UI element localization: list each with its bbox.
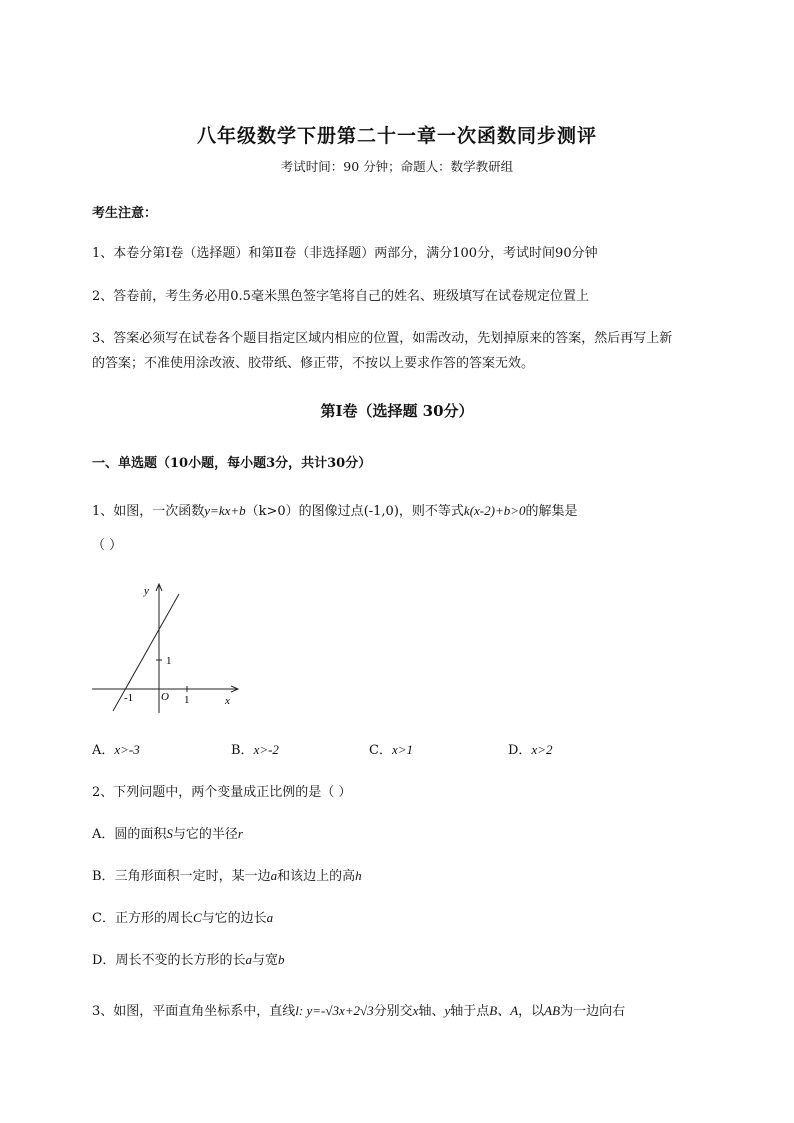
x-axis-label: x <box>225 695 230 707</box>
option-a: A．圆的面积S与它的半径r <box>92 826 243 842</box>
answer-paren: （ ） <box>92 538 123 553</box>
option-d: D．x>2 <box>508 742 553 758</box>
origin-label: O <box>161 691 169 703</box>
notice-item: 的答案；不准使用涂改液、胶带纸、修正带，不按以上要求作答的答案无效。 <box>92 356 535 371</box>
x-tick-label: 1 <box>184 694 190 706</box>
option-c: C．正方形的周长C与它的边长a <box>92 910 274 926</box>
notice-item: 1、本卷分第Ⅰ卷（选择题）和第Ⅱ卷（非选择题）两部分，满分100分，考试时间90分钟 <box>92 246 598 261</box>
part-heading: 一、单选题（10小题，每小题3分，共计30分） <box>92 456 372 471</box>
function-line <box>113 594 179 711</box>
question-3-stem: 3、如图，平面直角坐标系中，直线l: y=-√3x+2√3分别交x轴、y轴于点B、A，以AB为一边向右 <box>92 1003 626 1019</box>
option-a: A．x>-3 <box>92 742 140 758</box>
option-c: C．x>1 <box>369 742 413 758</box>
y-axis-label: y <box>144 585 149 597</box>
question-1-stem: 1、如图，一次函数y=kx+b（k>0）的图像过点(-1,0)，则不等式k(x-2)+b>0的解集是 <box>92 503 578 519</box>
option-b: B．x>-2 <box>231 742 279 758</box>
option-d: D．周长不变的长方形的长a与宽b <box>92 952 285 968</box>
notice-heading: 考生注意： <box>92 206 158 221</box>
x-tick-label-negative: -1 <box>124 692 134 704</box>
notice-item: 3、答案必须写在试卷各个题目指定区域内相应的位置，如需改动，先划掉原来的答案，然后再写上新 <box>92 331 673 346</box>
exam-info: 考试时间：90 分钟；命题人：数学教研组 <box>280 159 514 174</box>
option-b: B．三角形面积一定时，某一边a和该边上的高h <box>92 868 362 884</box>
notice-item: 2、答卷前，考生务必用0.5毫米黑色签字笔将自己的姓名、班级填写在试卷规定位置上 <box>92 289 589 304</box>
y-tick-label: 1 <box>166 655 172 667</box>
page-title: 八年级数学下册第二十一章一次函数同步测评 <box>196 125 597 147</box>
section-title: 第Ⅰ卷（选择题 30分） <box>320 402 474 420</box>
function-graph <box>88 578 248 718</box>
question-2-stem: 2、下列问题中，两个变量成正比例的是（ ） <box>92 785 352 800</box>
